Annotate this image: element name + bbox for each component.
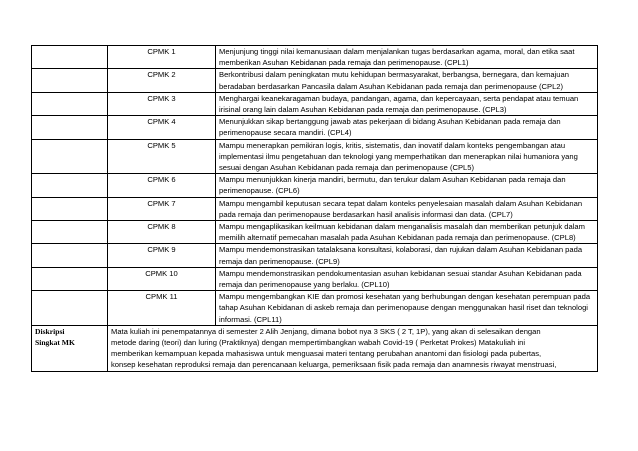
cpmk-code: CPMK 11 bbox=[108, 291, 216, 326]
deskripsi-line: metode daring (teori) dan luring (Praktiknya) dengan mempertimbangkan wabah Covid-19 ( Perketat Prokes) Matakuliah ini bbox=[111, 338, 526, 348]
cpmk-row bbox=[32, 116, 598, 139]
cpmk-description: Menghargai keanekaragaman budaya, pandangan, agama, dan kepercayaan, serta pendapat atau temuan irisinal orang lain dalam Asuhan Kebidanan pada remaja dan perimenopause. (CPL3) bbox=[216, 92, 598, 115]
cpmk-row bbox=[32, 69, 598, 92]
deskripsi-text bbox=[108, 325, 598, 371]
cpmk-description: Mampu mengaplikasikan keilmuan kebidanan dalam menganalisis masalah dan memberikan petunjuk dalam memilih alternatif pemecahan masalah pada Asuhan Kebidanan pada remaja dan perimenopause. (CPL8) bbox=[216, 221, 598, 244]
cpmk-row bbox=[32, 221, 598, 244]
cpmk-row bbox=[32, 92, 598, 115]
cpmk-row bbox=[32, 139, 598, 174]
cpmk-row bbox=[32, 267, 598, 290]
cpmk-row bbox=[32, 197, 598, 220]
cpmk-code: CPMK 9 bbox=[108, 244, 216, 267]
cpmk-code: CPMK 3 bbox=[108, 92, 216, 115]
blank-cell bbox=[32, 116, 108, 139]
cpmk-row bbox=[32, 244, 598, 267]
cpmk-description: Mampu mendemonstrasikan pendokumentasian asuhan kebidanan sesuai standar Asuhan Kebidanan pada remaja dan perimenopause yang berlaku. (CPL10) bbox=[216, 267, 598, 290]
cpmk-code: CPMK 4 bbox=[108, 116, 216, 139]
deskripsi-line: konsep kesehatan reproduksi remaja dan perencanaan keluarga, pemeriksaan fisik pada remaja dan anamnesis riwayat menstruasi, bbox=[111, 360, 557, 370]
deskripsi-label-line1: Diskripsi bbox=[35, 326, 65, 336]
blank-cell bbox=[32, 197, 108, 220]
blank-cell bbox=[32, 174, 108, 197]
cpmk-code: CPMK 1 bbox=[108, 46, 216, 69]
cpmk-description: Mampu menunjukkan kinerja mandiri, bermutu, dan terukur dalam Asuhan Kebidanan pada remaja dan perimenopause. (CPL6) bbox=[216, 174, 598, 197]
cpmk-description: Menjunjung tinggi nilai kemanusiaan dalam menjalankan tugas berdasarkan agama, moral, dan etika saat memberikan Asuhan Kebidanan pada remaja dan perimenopause. (CPL1) bbox=[216, 46, 598, 69]
blank-cell bbox=[32, 221, 108, 244]
cpmk-code: CPMK 8 bbox=[108, 221, 216, 244]
blank-cell bbox=[32, 267, 108, 290]
cpmk-description: Mampu mendemonstrasikan tatalaksana konsultasi, kolaborasi, dan rujukan dalam Asuhan Kebidanan pada remaja dan perimenopause. (CPL9) bbox=[216, 244, 598, 267]
cpmk-description: Mampu menerapkan pemikiran logis, kritis, sistematis, dan inovatif dalam konteks pengembangan atau implementasi ilmu pengetahuan dan teknologi yang memperhatikan dan menerapkan nilai humaniora yang sesuai dengan Asuhan Kebidanan pada remaja dan perimenopause (CPL5) bbox=[216, 139, 598, 174]
cpmk-code: CPMK 10 bbox=[108, 267, 216, 290]
cpmk-row bbox=[32, 174, 598, 197]
cpmk-code: CPMK 7 bbox=[108, 197, 216, 220]
deskripsi-label bbox=[32, 325, 108, 371]
cpmk-code: CPMK 6 bbox=[108, 174, 216, 197]
deskripsi-row bbox=[32, 325, 598, 371]
cpmk-description: Menunjukkan sikap bertanggung jawab atas pekerjaan di bidang Asuhan Kebidanan pada remaja dan perimenopause secara mandiri. (CPL4) bbox=[216, 116, 598, 139]
cpmk-description: Mampu mengambil keputusan secara tepat dalam konteks penyelesaian masalah dalam Asuhan Kebidanan pada remaja dan perimenopause berdasarkan hasil analisis informasi dan data. (CPL7) bbox=[216, 197, 598, 220]
blank-cell bbox=[32, 244, 108, 267]
cpmk-table-body bbox=[32, 46, 598, 372]
cpmk-description: Mampu mengembangkan KIE dan promosi kesehatan yang berhubungan dengan kesehatan perempuan pada tahap Asuhan Kebidanan di askeb remaja dan perimenopause dengan menggunakan hasil riset dan teknologi informasi. (CPL11) bbox=[216, 291, 598, 326]
cpmk-row bbox=[32, 291, 598, 326]
blank-cell bbox=[32, 92, 108, 115]
blank-cell bbox=[32, 139, 108, 174]
blank-cell bbox=[32, 291, 108, 326]
cpmk-description: Berkontribusi dalam peningkatan mutu kehidupan bermasyarakat, berbangsa, bernegara, dan kemajuan beradaban berdasarkan Pancasila dalam Asuhan Kebidanan pada remaja dan perimenopause (CPL2) bbox=[216, 69, 598, 92]
cpmk-code: CPMK 2 bbox=[108, 69, 216, 92]
deskripsi-label-line2: Singkat MK bbox=[35, 338, 75, 348]
deskripsi-line: Mata kuliah ini penempatannya di semester 2 Alih Jenjang, dimana bobot nya 3 SKS ( 2 T, 1P), yang akan di selesaikan dengan bbox=[111, 326, 541, 336]
deskripsi-line: memberikan kemampuan kepada mahasiswa untuk menguasai materi tentang perubahan anantomi dan fisiologi pada pubertas, bbox=[111, 349, 542, 359]
blank-cell bbox=[32, 69, 108, 92]
cpmk-table bbox=[31, 45, 598, 372]
cpmk-code: CPMK 5 bbox=[108, 139, 216, 174]
blank-cell bbox=[32, 46, 108, 69]
cpmk-row bbox=[32, 46, 598, 69]
